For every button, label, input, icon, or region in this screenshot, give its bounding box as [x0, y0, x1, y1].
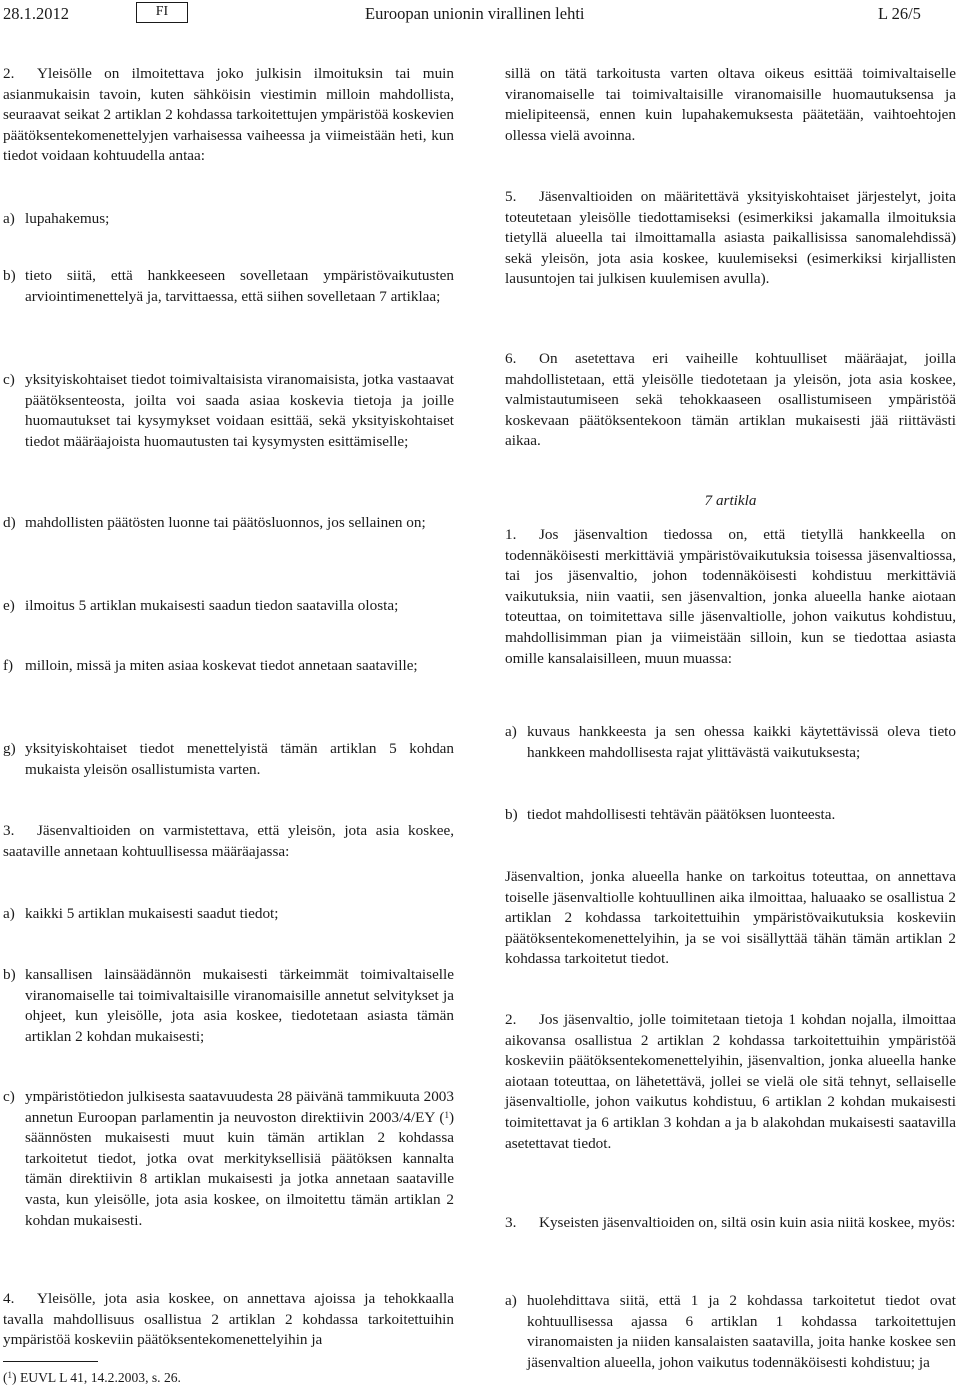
list-item-3a: [3, 904, 454, 925]
item-text: yksityiskohtaiset tiedot toimivaltaisista viranomaisista, jotka vastaavat päätöksenteosta, joilta voi saada asiaa koskevia tietoja ja joille huomautukset tai kysymykset voidaan esittää, sekä yksityiskohtaiset tiedot määräajoista huomautusten tai kysymysten esittämiselle;: [25, 371, 454, 450]
article-7-paragraph-2: [505, 1010, 956, 1154]
item-label: g): [3, 740, 16, 757]
list-item-3b: [3, 965, 454, 1047]
language-badge: FI: [136, 2, 188, 23]
journal-title: Euroopan unionin virallinen lehti: [365, 4, 585, 23]
footnote: ($^1$) EUVL L 41, 14.2.2003, s. 26.: [3, 1370, 181, 1385]
item-text: huolehdittava siitä, että 1 ja 2 kohdassa tarkoitetut tiedot ovat kohtuullisessa ajassa 6 artiklan 1 kohdassa tarkoitettujen viranomaisten ja niiden kansalaisten saatavilla, joita hanke koskee sen jäsenvaltion alueella, johon vaikutus todennäköisesti kohdistuu; ja: [527, 1292, 956, 1371]
article-7-subparagraph: [505, 867, 956, 970]
paragraph-text: On asetettava eri vaiheille kohtuulliset määräajat, joilla mahdollistetaan, että yleisölle tiedotetaan ja yleisön, jota asia koskee, valmistautumiseen sekä tehokkaaseen osallistumiseen ympäristöä koskevaan päätöksentekoon tämän artiklan mukaisesti jää riittävästi aikaa.: [505, 350, 956, 450]
item-label: a): [3, 905, 15, 922]
paragraph-6: [505, 349, 956, 452]
paragraph-text: Kyseisten jäsenvaltioiden on, siltä osin kuin asia niitä koskee, myös:: [539, 1214, 956, 1231]
paragraph-number: 3.: [3, 822, 15, 839]
item-label: a): [505, 723, 517, 740]
item-text: ilmoitus 5 artiklan mukaisesti saadun tiedon saatavilla olosta;: [25, 597, 399, 614]
paragraph-text: Jäsenvaltioiden on varmistettava, että yleisön, jota asia koskee, saataville annetaan kohtuullisessa määräajassa:: [3, 822, 454, 860]
item-text: yksityiskohtaiset tiedot menettelyistä tämän artiklan 5 kohdan mukaista yleisön osallistumista varten.: [25, 740, 454, 778]
item-text-end: ) säännösten mukaisesti muut kuin tämän artiklan 2 kohdassa tarkoitetut tiedot, jotka ovat merkityksellisiä päätöksen kannalta tämän direktiivin 8 artiklan mukaisesti ja jotka annetaan saataville vasta, kun yleisölle, jota asia koskee, on ilmoitettu tämän artiklan 2 kohdan mukaisesti.: [25, 1108, 454, 1229]
list-item-f: [3, 656, 454, 677]
paragraph-4: [3, 1289, 454, 1351]
paragraph-number: 2.: [3, 65, 15, 82]
item-text: tieto siitä, että hankkeeseen sovelletaan ympäristövaikutusten arviointimenettelyä ja, tarvittaessa, että siihen sovelletaan 7 artiklaa;: [25, 267, 454, 305]
list-item-7-1a: [505, 722, 956, 763]
paragraph-number: 5.: [505, 188, 517, 205]
article-heading: 7 artikla: [704, 492, 757, 509]
footnote-reference[interactable]: 1: [444, 1109, 449, 1120]
item-label: d): [3, 514, 16, 531]
item-text: kuvaus hankkeesta ja sen ohessa kaikki käytettävissä oleva tieto hankkeen mahdollisesta rajat ylittävästä vaikutuksesta;: [527, 723, 956, 761]
article-7-paragraph-1: [505, 525, 956, 669]
article-7-paragraph-3: [505, 1213, 956, 1234]
paragraph-text: Yleisölle, jota asia koskee, on annettava ajoissa ja tehokkaalla tavalla mahdollisuus osallistua 2 artiklan 2 kohdassa tarkoitettuihin ympäristöä koskeviin päätöksentekomenettelyihin ja: [3, 1290, 454, 1349]
item-label: a): [3, 210, 15, 227]
list-item-b: [3, 266, 454, 307]
item-label: a): [505, 1292, 517, 1309]
paragraph-number: 4.: [3, 1290, 15, 1307]
list-item-d: [3, 513, 454, 534]
list-item-7-3a: [505, 1291, 956, 1373]
item-text: kansallisen lainsäädännön mukaisesti tärkeimmät toimivaltaiselle viranomaiselle tai toimivaltaisille viranomaisille annetut selvitykset ja ohjeet, kun yleisölle, jota asia koskee, tiedotetaan asiasta tämän artiklan 2 kohdan mukaisesti;: [25, 966, 454, 1045]
list-item-e: [3, 596, 454, 617]
item-text: kaikki 5 artiklan mukaisesti saadut tiedot;: [25, 905, 279, 922]
paragraph-text: Jäsenvaltioiden on määritettävä yksityiskohtaiset järjestelyt, joita toteutetaan yleisölle tiedottamiseksi (esimerkiksi jakamalla ilmoituksia tietyllä alueella tai ilmoittamalla asiasta paikallisissa sanomalehdissä) sekä yleisön, jota asia koskee, kuulemiseksi (esimerkiksi kirjallisten lausuntojen tai julkisen kuulemisen avulla).: [505, 188, 956, 288]
item-text: milloin, missä ja miten asiaa koskevat tiedot annetaan saataville;: [25, 657, 418, 674]
paragraph-text: Jäsenvaltion, jonka alueella hanke on tarkoitus toteuttaa, on annettava toiselle jäsenvaltiolle kohtuullinen aika ilmoittaa, haluaako se osallistua 2 artiklan 2 kohdassa tarkoitettuihin ympäristövaikutuksia koskeviin päätöksentekomenettelyihin, ja se voi sisällyttää tähän tämän artiklan 2 kohdassa tarkoitetut tiedot.: [505, 868, 956, 968]
list-item-g: [3, 739, 454, 780]
page-header: [0, 0, 960, 28]
footnote-marker: 1: [7, 1370, 13, 1380]
item-text: mahdollisten päätösten luonne tai päätösluonnos, jos sellainen on;: [25, 514, 426, 531]
item-text: lupahakemus;: [25, 210, 110, 227]
footnote-divider: [3, 1361, 98, 1362]
list-item-3c: [3, 1087, 454, 1231]
item-text-start: ympäristötiedon julkisesta saatavuudesta 28 päivänä tammikuuta 2003 annetun Euroopan parlamentin ja neuvoston direktiivin 2003/4/EY (: [25, 1088, 454, 1126]
item-label: b): [3, 267, 16, 284]
list-item-7-1b: [505, 805, 956, 826]
item-label: c): [3, 371, 15, 388]
item-label: c): [3, 1088, 15, 1105]
item-label: b): [3, 966, 16, 983]
paragraph-text: Yleisölle on ilmoitettava joko julkisin ilmoituksin tai muin asianmukaisin tavoin, kuten sähköisin viestimin milloin mahdollista, seuraavat seikat 2 artiklan 2 kohdassa tarkoitettujen ympäristöä koskevien päätöksentekomenettelyjen varhaisessa vaiheessa ja viimeistään heti, kun tiedot voidaan kohtuudella antaa:: [3, 65, 454, 165]
paragraph-text: sillä on tätä tarkoitusta varten oltava oikeus esittää toimivaltaiselle viranomaiselle tai toimivaltaisille viranomaisille huomautuksensa ja mielipiteensä, ennen kuin lupahakemuksesta päätetään, vaihtoehtojen ollessa vielä avoinna.: [505, 65, 956, 144]
paragraph-2: [3, 64, 454, 167]
item-label: b): [505, 806, 518, 823]
list-item-a: [3, 209, 454, 230]
paragraph-3: [3, 821, 454, 862]
item-label: f): [3, 657, 14, 674]
paragraph-number: 2.: [505, 1011, 517, 1028]
paragraph-number: 6.: [505, 350, 517, 367]
paragraph-5: [505, 187, 956, 290]
paragraph-number: 1.: [505, 526, 517, 543]
publication-date: 28.1.2012: [3, 4, 69, 23]
paragraph-4-continued: [505, 64, 956, 146]
paragraph-text: Jos jäsenvaltio, jolle toimitetaan tietoja 1 kohdan nojalla, ilmoittaa aikovansa osallistua 2 artiklan 2 kohdassa tarkoitettuihin ympäristöä koskeviin päätöksentekomenettelyihin, jäsenvaltion, jonka alueella hanke aiotaan toteuttaa, on lähetettävä, jollei se vielä ole sitä tehnyt, sellaiselle jäsenvaltiolle, johon vaikutus kohdistuu, 6 artiklan 2 kohdan mukaisesti toimitettavat ja 6 artiklan 3 kohdan a ja b alakohdan mukaisesti saatavilla asetettavat tiedot.: [505, 1011, 956, 1152]
footnote-text: EUVL L 41, 14.2.2003, s. 26.: [19, 1370, 181, 1385]
paragraph-text: Jos jäsenvaltion tiedossa on, että tietyllä hankkeella on todennäköisesti merkittäviä ympäristövaikutuksia toisessa jäsenvaltiossa, tai jos jäsenvaltio, johon todennäköisesti kohdistuu merkittäviä vaikutuksia, niin vaatii, sen jäsenvaltion, jonka alueella hanke aiotaan toteuttaa, on toimitettava sille jäsenvaltiolle, johon vaikutus kohdistuu, mahdollisimman pian ja viimeistään silloin, kun se tiedottaa asiasta omille kansalaisilleen, muun muassa:: [505, 526, 956, 667]
item-text: tiedot mahdollisesti tehtävän päätöksen luonteesta.: [527, 806, 836, 823]
list-item-c: [3, 370, 454, 452]
page-number: L 26/5: [878, 4, 921, 23]
item-label: e): [3, 597, 15, 614]
paragraph-number: 3.: [505, 1214, 517, 1231]
